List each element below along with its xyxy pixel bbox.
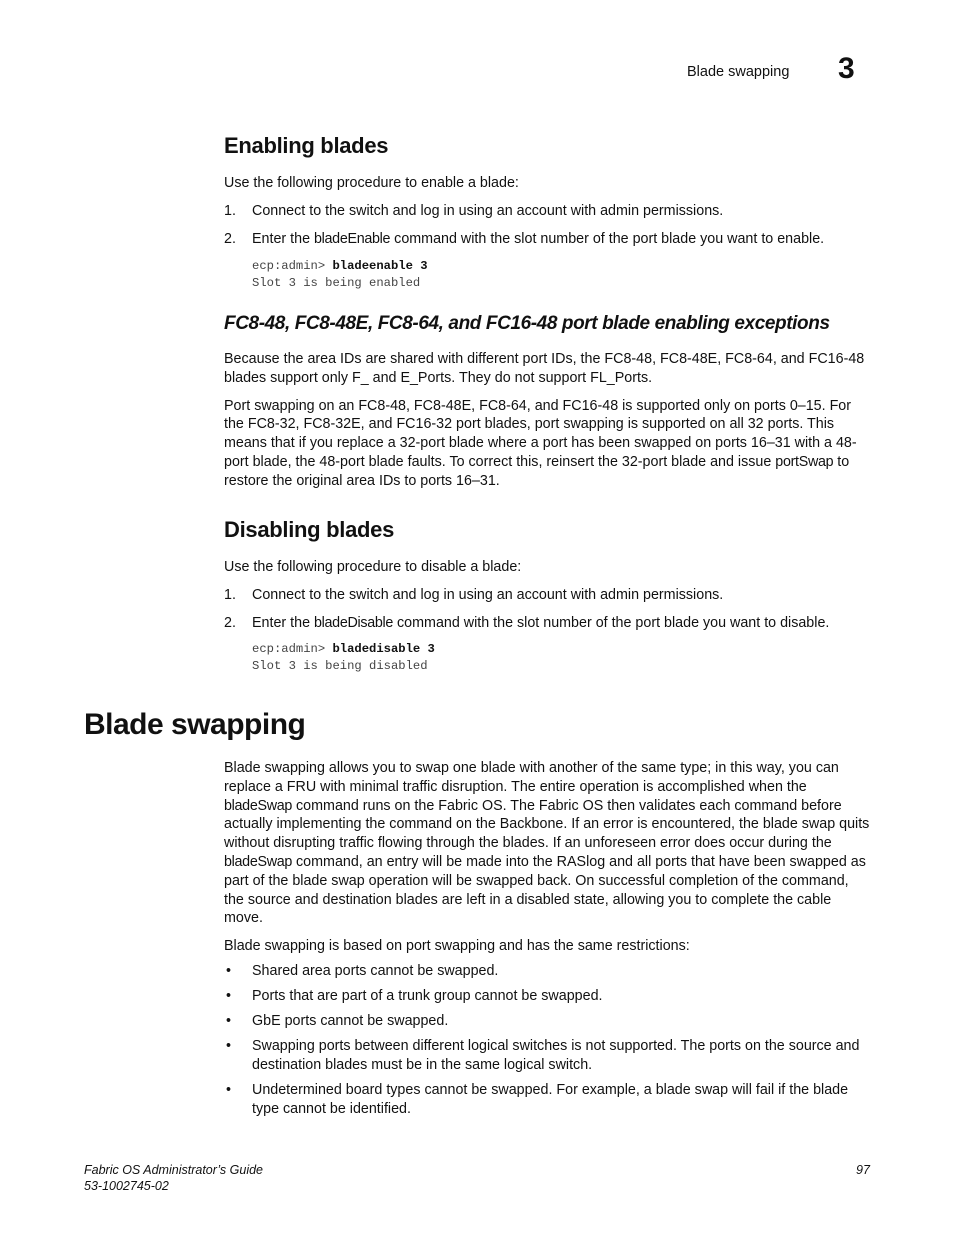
- list-item: • Swapping ports between different logical switches is not supported. The ports on the source and destination blades must be in the same logical switch.: [226, 1037, 860, 1073]
- list-item: • Ports that are part of a trunk group cannot be swapped.: [226, 987, 603, 1004]
- running-header-title: Blade swapping: [687, 64, 790, 80]
- restrictions-list: [224, 962, 874, 1125]
- disabling-intro: Use the following procedure to disable a blade:: [224, 559, 522, 575]
- footer-doc-number: 53-1002745-02: [84, 1179, 169, 1193]
- list-item: • GbE ports cannot be swapped.: [226, 1012, 449, 1029]
- code-output: Slot 3 is being enabled: [252, 276, 421, 290]
- swapping-para-1-a: Blade swapping allows you to swap one blade with another of the same type; in this way, you can replace a FRU with minimal traffic disruption. The entire operation is accomplished when the: [224, 760, 839, 795]
- list-item-text: GbE ports cannot be swapped.: [252, 1012, 449, 1029]
- disabling-code-block: [252, 641, 435, 675]
- list-item: • Undetermined board types cannot be swapped. For example, a blade swap will fail if the blade type cannot be identified.: [226, 1081, 849, 1117]
- swapping-para-1: [224, 759, 872, 928]
- list-item-text: Shared area ports cannot be swapped.: [252, 963, 499, 979]
- enabling-step-1-text: Connect to the switch and log in using an account with admin permissions.: [252, 203, 724, 219]
- code-prompt: ecp:admin>: [252, 642, 333, 656]
- swapping-para-1-c: command, an entry will be made into the RASlog and all ports that have been swapped as part of the blade swap operation will be swapped back. On successful completion of the command, the source and destination blades are left in a disabled state, allowing you to complete the cable move.: [224, 853, 866, 927]
- exceptions-para-2: [224, 397, 872, 491]
- swapping-para-2: Blade swapping is based on port swapping and has the same restrictions:: [224, 938, 690, 955]
- disabling-step-2-pre: Enter the: [252, 615, 314, 631]
- enabling-code-block: [252, 258, 428, 292]
- footer-guide-title: Fabric OS Administrator’s Guide: [84, 1163, 263, 1177]
- disabling-step-2-post: command with the slot number of the port blade you want to disable.: [393, 615, 830, 631]
- document-page: Blade swapping 3 Enabling blades Use the following procedure to enable a blade: 1. Connect to the switch and log in using an account with admin permissions. 2. Enter the bladeEnable command with the slot number of the port blade you want to enable. ecp:admin> bladeenable 3 Slot 3 is being enabled FC8-48, FC8-48E, FC8-64, and FC16-48 port blade enabling exceptions Because the area IDs are shared with different port IDs, the FC8-48, FC8-48E, FC8-64, and FC16-48 blades support only F_ and E_Ports. They do not support FL_Ports. Port swapping on an FC8-48, FC8-48E, FC8-64, and FC16-48 is supported only on ports 0–15. For the FC8-32, FC8-32E, and FC16-32 port blades, port swapping is supported on all 32 ports. This means that if you replace a 32-port blade where a port has been swapped on ports 16–31 with a 48-port blade, the 48-port blade faults. To correct this, reinsert the 32-port blade and issue portSwap to restore the original area IDs to ports 16–31. Disabling blades Use the following procedure to disable a blade: 1. Connect to the switch and log in using an account with admin permissions. 2. Enter the bladeDisable command with the slot number of the port blade you want to disable. ecp:admin> bladedisable 3 Slot 3 is being disabled Blade swapping Blade swapping allows you to swap one blade with another of the same type; in this way, you can replace a FRU with minimal traffic disruption. The entire operation is accomplished when the bladeSwap command runs on the Fabric OS. The Fabric OS then validates each command before actually implementing the command on the Backbone. If an error is encountered, the blade swap quits without disrupting traffic flowing through the blades. If an unforeseen error does occur during the bladeSwap command, an entry will be made into the RASlog and all ports that have been swapped as part of the blade swap operation will be swapped back. On successful completion of the command, the source and destination blades are left in a disabled state, allowing you to complete the cable move. Blade swapping is based on port swapping and has the same restrictions: • Shared area ports cannot be swapped. • Ports that are part of a trunk group cannot be swapped. • GbE ports cannot be swapped. • Swapping ports between different logical switches is not supported. The ports on the source and destination blades must be in the same logical switch. • Undetermined board types cannot be swapped. For example, a blade swap will fail if the blade type cannot be identified. Fabric OS Administrator’s Guide 53-1002745-02 97: [0, 0, 954, 1235]
- bladeenable-command: bladeEnable: [314, 231, 391, 247]
- swapping-para-1-b: command runs on the Fabric OS. The Fabric OS then validates each command before actually implementing the command on the Backbone. If an error is encountered, the blade swap quits without disrupting traffic flowing through the blades. If an unforeseen error does occur during the: [224, 797, 870, 852]
- code-command: bladeenable 3: [332, 259, 428, 273]
- disabling-step-1-text: Connect to the switch and log in using an account with admin permissions.: [252, 587, 724, 603]
- footer-left: [84, 1162, 263, 1194]
- bladeswap-command: bladeSwap: [224, 797, 293, 814]
- exceptions-heading: FC8-48, FC8-48E, FC8-64, and FC16-48 port blade enabling exceptions: [224, 313, 830, 334]
- footer-page-number: 97: [856, 1163, 870, 1177]
- enabling-step-2-post: command with the slot number of the port blade you want to enable.: [390, 231, 825, 247]
- code-command: bladedisable 3: [332, 642, 435, 656]
- enabling-step-2-pre: Enter the: [252, 231, 314, 247]
- blade-swapping-heading: Blade swapping: [84, 708, 306, 741]
- disabling-blades-heading: Disabling blades: [224, 517, 395, 542]
- bladedisable-command: bladeDisable: [314, 615, 394, 631]
- bladeswap-command: bladeSwap: [224, 853, 293, 870]
- exceptions-para-2-post: to restore the original area IDs to ports 16–31.: [224, 453, 850, 489]
- enabling-intro: Use the following procedure to enable a blade:: [224, 175, 519, 191]
- exceptions-para-1: Because the area IDs are shared with different port IDs, the FC8-48, FC8-48E, FC8-64, and FC16-48 blades support only F_ and E_Ports. They do not support FL_Ports.: [224, 351, 865, 386]
- chapter-number: 3: [838, 52, 855, 85]
- exceptions-para-2-pre: Port swapping on an FC8-48, FC8-48E, FC8-64, and FC16-48 is supported only on ports 0–15. For the FC8-32, FC8-32E, and FC16-32 port blades, port swapping is supported on all 32 ports. This means that if you replace a 32-port blade where a port has been swapped on ports 16–31 with a 48-port blade, the 48-port blade faults. To correct this, reinsert the 32-port blade and issue: [224, 397, 857, 470]
- code-prompt: ecp:admin>: [252, 259, 333, 273]
- list-item-text: Undetermined board types cannot be swapped. For example, a blade swap will fail if the blade type cannot be identified.: [252, 1081, 849, 1117]
- list-item: • Shared area ports cannot be swapped.: [226, 963, 499, 979]
- code-output: Slot 3 is being disabled: [252, 659, 428, 673]
- portswap-command: portSwap: [775, 453, 834, 470]
- enabling-blades-heading: Enabling blades: [224, 133, 389, 158]
- list-item-text: Ports that are part of a trunk group cannot be swapped.: [252, 987, 603, 1004]
- list-item-text: Swapping ports between different logical switches is not supported. The ports on the source and destination blades must be in the same logical switch.: [252, 1037, 860, 1073]
